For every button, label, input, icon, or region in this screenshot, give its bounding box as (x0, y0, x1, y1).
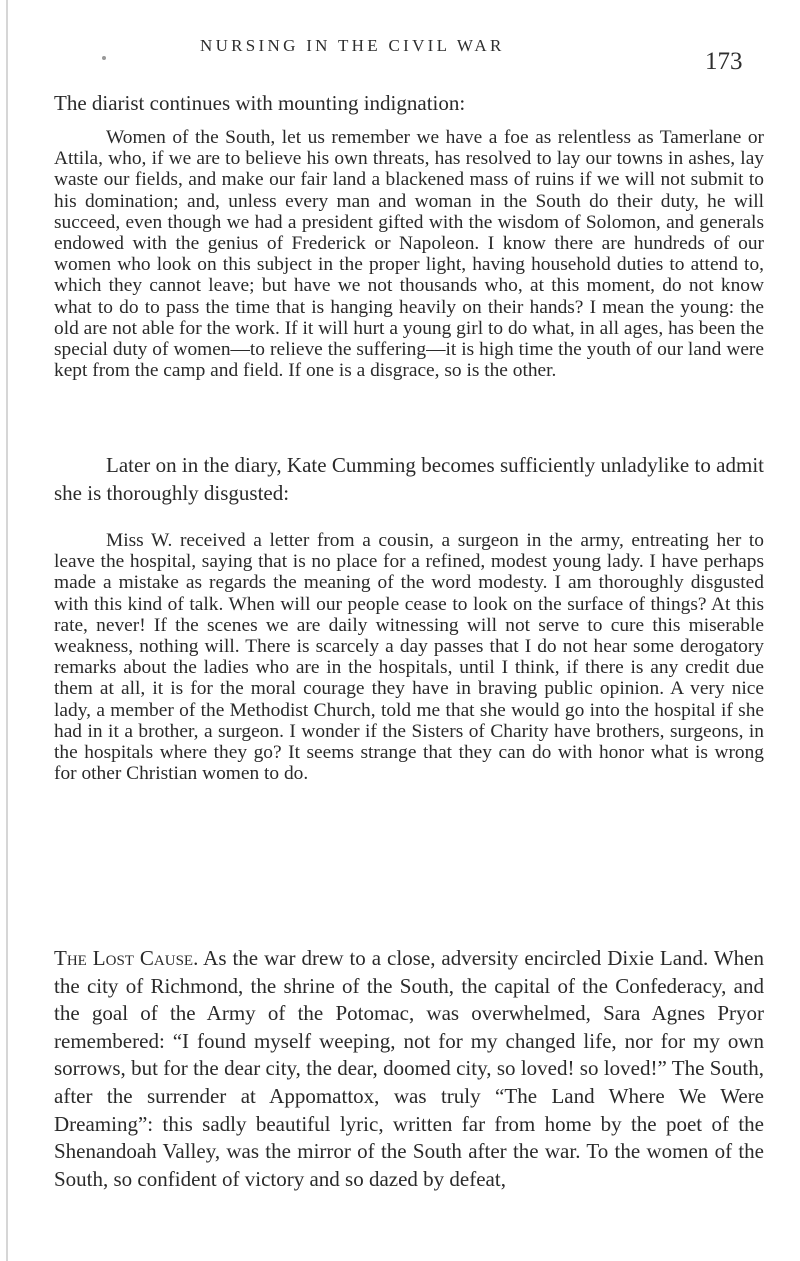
section-heading: The Lost Cause. (54, 946, 199, 970)
transition-paragraph: Later on in the diary, Kate Cumming becomes sufficiently unladylike to admit she is thoroughly disgusted: (54, 453, 764, 505)
diary-extract-2: Miss W. received a letter from a cousin, a surgeon in the army, entreating her to leave the hospital, saying that is no place for a refined, modest young lady. I have perhaps made a mistake as regards the meaning of the word modesty. I am thoroughly disgusted with this kind of talk. When will our people cease to look on the surface of things? At this rate, never! If the scenes we are daily witnessing will not serve to cure this miserable weakness, nothing will. There is scarcely a day passes that I do not hear some derogatory remarks about the ladies who are in the hospitals, until I think, if there is any credit due them at all, it is for the moral courage they have in braving public opinion. A very nice lady, a member of the Methodist Church, told me that she would go into the hospital if she had in it a brother, a surgeon. I wonder if the Sisters of Charity have brothers, surgeons, in the hospitals where they go? It seems strange that they can do with honor what is wrong for other Christian women to do. (54, 530, 764, 785)
print-speck (102, 56, 106, 60)
diary-extract-1: Women of the South, let us remember we have a foe as relentless as Tamerlane or Attila, who, if we are to believe his own threats, has resolved to lay our towns in ashes, lay waste our fields, and make our fair land a blackened mass of ruins if we will not submit to his domination; and, unless every man and woman in the South do their duty, he will succeed, even though we had a president gifted with the wisdom of Solomon, and generals endowed with the genius of Frederick or Napoleon. I know there are hundreds of our women who look on this subject in the proper light, having household duties to attend to, which they cannot leave; but have we not thousands who, at this moment, do not know what to do to pass the time that is hanging heavily on their hands? I mean the young: the old are not able for the work. If it will hurt a young girl to do what, in all ages, has been the special duty of women—to relieve the suffering—it is high time the youth of our land were kept from the camp and field. If one is a disgrace, so is the other. (54, 127, 764, 382)
page-number: 173 (705, 48, 743, 75)
running-head: NURSING IN THE CIVIL WAR (200, 36, 505, 55)
intro-paragraph: The diarist continues with mounting indignation: (54, 91, 466, 115)
lost-cause-paragraph (54, 945, 764, 1193)
page-edge-shadow (6, 0, 8, 1261)
lost-cause-text: As the war drew to a close, adversity encircled Dixie Land. When the city of Richmond, the shrine of the South, the capital of the Confederacy, and the goal of the Army of the Potomac, was overwhelmed, Sara Agnes Pryor remembered: “I found myself weeping, not for my changed life, nor for my own sorrows, but for the dear city, the dear, doomed city, so loved! so loved!” The South, after the surrender at Appomattox, was truly “The Land Where We Were Dreaming”: this sadly beautiful lyric, written far from home by the poet of the Shenandoah Valley, was the mirror of the South after the war. To the women of the South, so confident of victory and so dazed by defeat, (54, 946, 764, 1191)
